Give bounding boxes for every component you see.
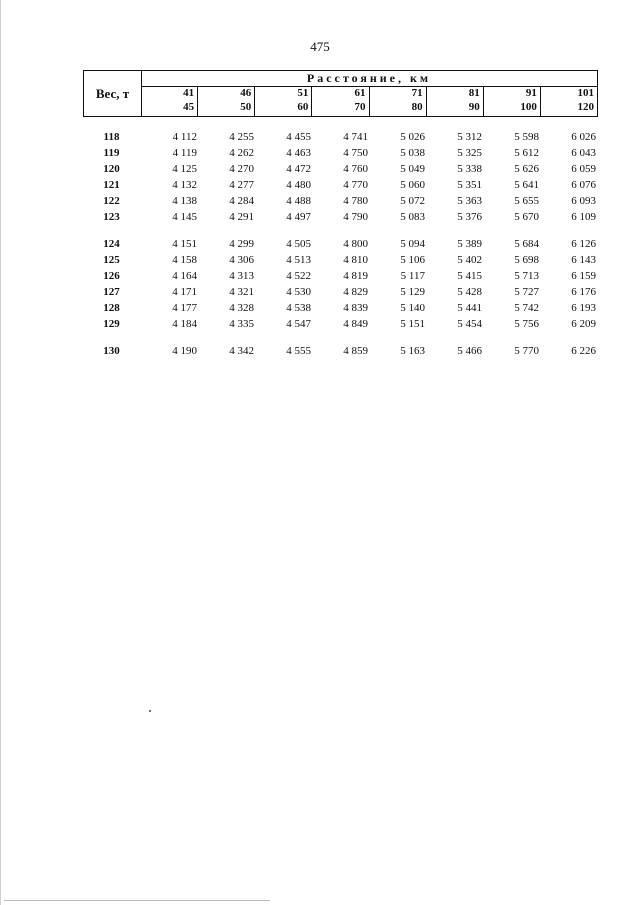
value-cell: 6 209 <box>571 318 596 330</box>
value-cell: 6 109 <box>571 211 596 223</box>
weight-cell: 126 <box>103 270 120 282</box>
range-from: 91 <box>525 87 537 99</box>
value-cell: 4 538 <box>286 302 311 314</box>
value-cell: 4 132 <box>172 179 197 191</box>
range-from: 51 <box>297 87 309 99</box>
table-row <box>83 252 598 268</box>
value-cell: 4 800 <box>343 238 368 250</box>
footer-rule <box>4 900 270 901</box>
range-to: 120 <box>577 101 594 113</box>
value-cell: 4 184 <box>172 318 197 330</box>
value-cell: 4 255 <box>229 131 254 143</box>
value-cell: 4 790 <box>343 211 368 223</box>
value-cell: 4 164 <box>172 270 197 282</box>
value-cell: 5 129 <box>400 286 425 298</box>
table-row <box>83 236 598 252</box>
value-cell: 5 727 <box>514 286 539 298</box>
value-cell: 5 026 <box>400 131 425 143</box>
value-cell: 4 171 <box>172 286 197 298</box>
value-cell: 4 760 <box>343 163 368 175</box>
range-header <box>541 86 597 116</box>
value-cell: 6 176 <box>571 286 596 298</box>
value-cell: 5 094 <box>400 238 425 250</box>
table-row <box>83 300 598 316</box>
range-header <box>427 86 484 116</box>
range-header <box>198 86 255 116</box>
value-cell: 6 026 <box>571 131 596 143</box>
value-cell: 5 117 <box>400 270 425 282</box>
value-cell: 5 083 <box>400 211 425 223</box>
value-cell: 4 750 <box>343 147 368 159</box>
value-cell: 5 363 <box>457 195 482 207</box>
value-cell: 5 072 <box>400 195 425 207</box>
value-cell: 4 328 <box>229 302 254 314</box>
value-cell: 5 770 <box>514 345 539 357</box>
value-cell: 5 163 <box>400 345 425 357</box>
table-body <box>83 129 598 359</box>
table-row <box>83 284 598 300</box>
range-header <box>484 86 541 116</box>
range-to: 50 <box>240 101 252 113</box>
value-cell: 5 670 <box>514 211 539 223</box>
weight-cell: 123 <box>103 211 120 223</box>
range-to: 80 <box>411 101 423 113</box>
weight-cell: 121 <box>103 179 120 191</box>
table-row <box>83 343 598 359</box>
value-cell: 4 472 <box>286 163 311 175</box>
value-cell: 4 158 <box>172 254 197 266</box>
weight-cell: 125 <box>103 254 120 266</box>
value-cell: 4 277 <box>229 179 254 191</box>
page-number: 475 <box>310 39 330 54</box>
table-row <box>83 316 598 332</box>
value-cell: 5 376 <box>457 211 482 223</box>
value-cell: 6 043 <box>571 147 596 159</box>
value-cell: 5 038 <box>400 147 425 159</box>
value-cell: 4 849 <box>343 318 368 330</box>
range-from: 71 <box>411 87 423 99</box>
value-cell: 4 284 <box>229 195 254 207</box>
range-to: 100 <box>520 101 537 113</box>
value-cell: 5 060 <box>400 179 425 191</box>
scan-speck <box>149 710 151 712</box>
value-cell: 4 313 <box>229 270 254 282</box>
weight-cell: 130 <box>103 345 120 357</box>
weight-cell: 118 <box>103 131 120 143</box>
value-cell: 4 463 <box>286 147 311 159</box>
value-cell: 5 655 <box>514 195 539 207</box>
value-cell: 6 143 <box>571 254 596 266</box>
range-header <box>312 86 369 116</box>
value-cell: 4 780 <box>343 195 368 207</box>
value-cell: 4 151 <box>172 238 197 250</box>
range-from: 101 <box>577 87 594 99</box>
value-cell: 5 612 <box>514 147 539 159</box>
value-cell: 5 742 <box>514 302 539 314</box>
range-from: 81 <box>468 87 480 99</box>
value-cell: 5 049 <box>400 163 425 175</box>
value-cell: 5 402 <box>457 254 482 266</box>
value-cell: 5 466 <box>457 345 482 357</box>
page-edge-rule <box>0 0 1 905</box>
value-cell: 5 338 <box>457 163 482 175</box>
range-from: 41 <box>183 87 195 99</box>
value-cell: 4 480 <box>286 179 311 191</box>
range-from: 61 <box>354 87 366 99</box>
value-cell: 5 698 <box>514 254 539 266</box>
value-cell: 4 119 <box>172 147 197 159</box>
value-cell: 4 125 <box>172 163 197 175</box>
range-from: 46 <box>240 87 252 99</box>
value-cell: 4 270 <box>229 163 254 175</box>
value-cell: 4 177 <box>172 302 197 314</box>
value-cell: 5 312 <box>457 131 482 143</box>
value-cell: 6 076 <box>571 179 596 191</box>
table-row <box>83 161 598 177</box>
value-cell: 5 106 <box>400 254 425 266</box>
value-cell: 5 325 <box>457 147 482 159</box>
value-cell: 4 145 <box>172 211 197 223</box>
value-cell: 4 455 <box>286 131 311 143</box>
weight-cell: 127 <box>103 286 120 298</box>
value-cell: 4 770 <box>343 179 368 191</box>
value-cell: 6 226 <box>571 345 596 357</box>
value-cell: 4 547 <box>286 318 311 330</box>
value-cell: 4 342 <box>229 345 254 357</box>
range-to: 70 <box>354 101 366 113</box>
weight-cell: 124 <box>103 238 120 250</box>
range-to: 60 <box>297 101 309 113</box>
value-cell: 4 530 <box>286 286 311 298</box>
value-cell: 5 756 <box>514 318 539 330</box>
value-cell: 5 454 <box>457 318 482 330</box>
table-header <box>83 70 598 117</box>
distance-header-title: Расстояние, км <box>141 71 597 87</box>
value-cell: 4 138 <box>172 195 197 207</box>
value-cell: 4 190 <box>172 345 197 357</box>
table-row <box>83 129 598 145</box>
value-cell: 4 335 <box>229 318 254 330</box>
table-row <box>83 177 598 193</box>
value-cell: 6 159 <box>571 270 596 282</box>
weight-cell: 122 <box>103 195 120 207</box>
value-cell: 4 299 <box>229 238 254 250</box>
value-cell: 4 505 <box>286 238 311 250</box>
weight-cell: 120 <box>103 163 120 175</box>
value-cell: 4 262 <box>229 147 254 159</box>
value-cell: 5 713 <box>514 270 539 282</box>
value-cell: 5 151 <box>400 318 425 330</box>
value-cell: 5 684 <box>514 238 539 250</box>
value-cell: 4 522 <box>286 270 311 282</box>
value-cell: 5 415 <box>457 270 482 282</box>
value-cell: 6 093 <box>571 195 596 207</box>
range-header <box>141 86 198 116</box>
value-cell: 6 193 <box>571 302 596 314</box>
group-spacer <box>83 332 598 343</box>
range-to: 45 <box>183 101 195 113</box>
value-cell: 5 428 <box>457 286 482 298</box>
value-cell: 4 829 <box>343 286 368 298</box>
weight-cell: 119 <box>103 147 120 159</box>
value-cell: 4 112 <box>172 131 197 143</box>
table-row <box>83 268 598 284</box>
value-cell: 4 291 <box>229 211 254 223</box>
value-cell: 6 059 <box>571 163 596 175</box>
value-cell: 5 441 <box>457 302 482 314</box>
value-cell: 4 488 <box>286 195 311 207</box>
table-row <box>83 193 598 209</box>
weight-cell: 129 <box>103 318 120 330</box>
table-row <box>83 209 598 225</box>
value-cell: 4 513 <box>286 254 311 266</box>
value-cell: 6 126 <box>571 238 596 250</box>
value-cell: 4 555 <box>286 345 311 357</box>
range-header <box>255 86 312 116</box>
value-cell: 4 741 <box>343 131 368 143</box>
value-cell: 5 351 <box>457 179 482 191</box>
value-cell: 5 140 <box>400 302 425 314</box>
weight-cell: 128 <box>103 302 120 314</box>
value-cell: 4 859 <box>343 345 368 357</box>
range-header <box>370 86 427 116</box>
value-cell: 5 626 <box>514 163 539 175</box>
value-cell: 5 389 <box>457 238 482 250</box>
distance-ranges <box>141 86 597 116</box>
value-cell: 4 839 <box>343 302 368 314</box>
range-to: 90 <box>468 101 480 113</box>
value-cell: 4 819 <box>343 270 368 282</box>
value-cell: 4 810 <box>343 254 368 266</box>
value-cell: 5 641 <box>514 179 539 191</box>
value-cell: 4 306 <box>229 254 254 266</box>
table-row <box>83 145 598 161</box>
value-cell: 4 497 <box>286 211 311 223</box>
value-cell: 4 321 <box>229 286 254 298</box>
group-spacer <box>83 225 598 236</box>
weight-column-header: Вес, т <box>84 71 142 116</box>
value-cell: 5 598 <box>514 131 539 143</box>
